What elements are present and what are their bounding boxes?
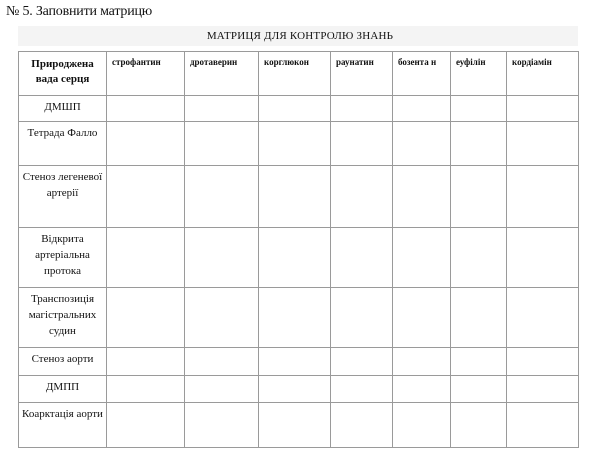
matrix-cell[interactable]: [259, 376, 331, 403]
matrix-cell[interactable]: [107, 403, 185, 448]
matrix-cell[interactable]: [185, 376, 259, 403]
matrix-cell[interactable]: [185, 122, 259, 166]
matrix-cell[interactable]: [259, 403, 331, 448]
table-row: [19, 348, 579, 376]
matrix-cell[interactable]: [259, 96, 331, 122]
matrix-cell[interactable]: [451, 166, 507, 228]
table-row: [19, 288, 579, 348]
matrix-cell[interactable]: [259, 122, 331, 166]
matrix-cell[interactable]: [393, 348, 451, 376]
matrix-cell[interactable]: [259, 348, 331, 376]
header-row: [19, 52, 579, 96]
matrix-cell[interactable]: [393, 122, 451, 166]
column-header-cordiamin: кордіамін: [507, 52, 579, 96]
matrix-cell[interactable]: [107, 96, 185, 122]
column-header-drotaverine: дротаверин: [185, 52, 259, 96]
matrix-cell[interactable]: [331, 122, 393, 166]
matrix-cell[interactable]: [393, 228, 451, 288]
matrix-cell[interactable]: [259, 228, 331, 288]
matrix-cell[interactable]: [451, 288, 507, 348]
matrix-cell[interactable]: [451, 403, 507, 448]
matrix-cell[interactable]: [507, 228, 579, 288]
column-header-euphyllin: еуфілін: [451, 52, 507, 96]
table-row: [19, 228, 579, 288]
row-label-aortic-stenosis: Стеноз аорти: [19, 348, 107, 376]
matrix-cell[interactable]: [451, 96, 507, 122]
matrix-cell[interactable]: [393, 96, 451, 122]
matrix-title: МАТРИЦЯ ДЛЯ КОНТРОЛЮ ЗНАНЬ: [206, 30, 394, 42]
matrix-cell[interactable]: [185, 348, 259, 376]
matrix-cell[interactable]: [331, 403, 393, 448]
matrix-cell[interactable]: [259, 288, 331, 348]
column-header-raunatin: раунатин: [331, 52, 393, 96]
matrix-cell[interactable]: [507, 96, 579, 122]
matrix-cell[interactable]: [507, 376, 579, 403]
matrix-cell[interactable]: [259, 166, 331, 228]
row-label-vsd: ДМШП: [19, 96, 107, 122]
matrix-cell[interactable]: [507, 348, 579, 376]
column-header-defect: Природжена вада серця: [19, 52, 107, 96]
matrix-cell[interactable]: [107, 122, 185, 166]
matrix-cell[interactable]: [507, 166, 579, 228]
row-label-pulmonary-stenosis: Стеноз легеневої артерії: [19, 166, 107, 228]
column-header-korglykon: корглюкон: [259, 52, 331, 96]
matrix-cell[interactable]: [451, 228, 507, 288]
matrix-cell[interactable]: [451, 348, 507, 376]
matrix-cell[interactable]: [507, 122, 579, 166]
column-header-strophanthin: строфантин: [107, 52, 185, 96]
row-label-transposition-great-arteries: Транспозиція магістральних судин: [19, 288, 107, 348]
column-header-bosentan: бозента н: [393, 52, 451, 96]
matrix-cell[interactable]: [107, 228, 185, 288]
table-row: [19, 96, 579, 122]
matrix-cell[interactable]: [393, 376, 451, 403]
row-label-asd: ДМПП: [19, 376, 107, 403]
matrix-cell[interactable]: [107, 166, 185, 228]
matrix-cell[interactable]: [451, 376, 507, 403]
matrix-cell[interactable]: [107, 288, 185, 348]
matrix-cell[interactable]: [107, 348, 185, 376]
row-label-tetralogy-of-fallot: Тетрада Фалло: [19, 122, 107, 166]
matrix-cell[interactable]: [331, 96, 393, 122]
table-row: [19, 403, 579, 448]
matrix-cell[interactable]: [451, 122, 507, 166]
matrix-cell[interactable]: [331, 376, 393, 403]
matrix-cell[interactable]: [507, 288, 579, 348]
matrix-cell[interactable]: [393, 403, 451, 448]
matrix-cell[interactable]: [393, 288, 451, 348]
matrix-cell[interactable]: [331, 348, 393, 376]
matrix-cell[interactable]: [185, 403, 259, 448]
table-row: [19, 122, 579, 166]
table-row: [19, 376, 579, 403]
matrix-cell[interactable]: [507, 403, 579, 448]
matrix-cell[interactable]: [185, 228, 259, 288]
row-label-patent-ductus-arteriosus: Відкрита артеріальна протока: [19, 228, 107, 288]
matrix-cell[interactable]: [185, 288, 259, 348]
task-title: № 5. Заповнити матрицю: [6, 4, 153, 19]
matrix-cell[interactable]: [185, 96, 259, 122]
matrix-cell[interactable]: [393, 166, 451, 228]
row-label-coarctation-of-aorta: Коарктація аорти: [19, 403, 107, 448]
matrix-cell[interactable]: [185, 166, 259, 228]
table-row: [19, 166, 579, 228]
matrix-cell[interactable]: [331, 288, 393, 348]
matrix-cell[interactable]: [331, 166, 393, 228]
knowledge-matrix-table: [18, 51, 579, 448]
matrix-cell[interactable]: [331, 228, 393, 288]
matrix-cell[interactable]: [107, 376, 185, 403]
